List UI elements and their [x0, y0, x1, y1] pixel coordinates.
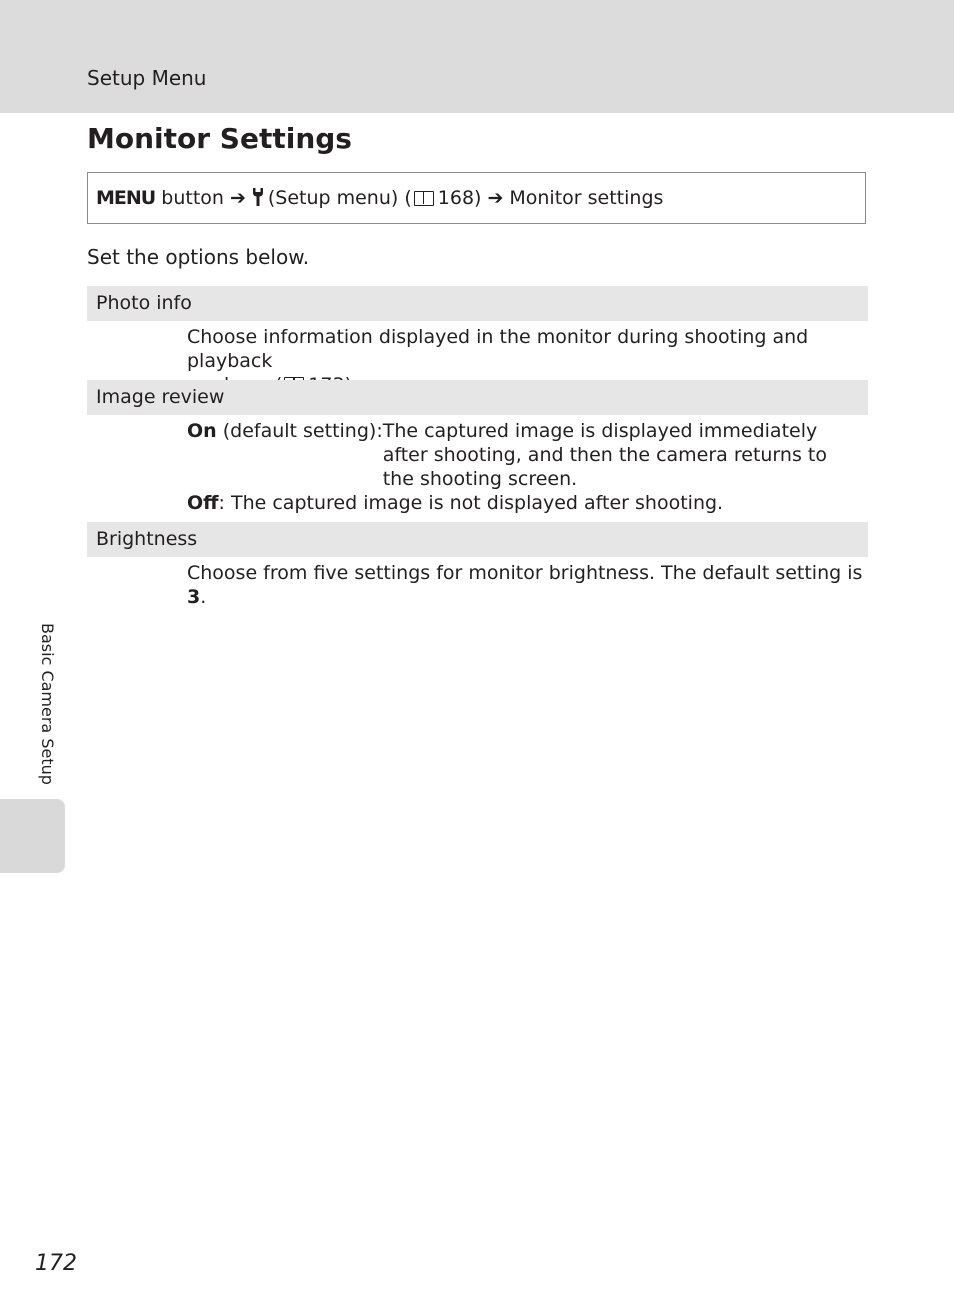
setting-on-text: The captured image is displayed immediately after shooting, and then the camera returns to the shooting screen. — [382, 420, 827, 490]
page-ref: 168) — [437, 187, 482, 209]
button-word: button — [161, 187, 224, 209]
section-label: Setup Menu — [87, 66, 207, 90]
arrow-icon: ➔ — [487, 187, 504, 209]
setting-on-row: On (default setting): The captured image is displayed immediately after shooting, and then the camera returns to the shooting screen. — [187, 419, 847, 491]
intro-text: Set the options below. — [87, 245, 310, 269]
wrench-icon — [252, 187, 264, 209]
menu-button-icon: MENU — [96, 187, 156, 209]
page-number: 172 — [35, 1251, 77, 1276]
setting-off-row — [187, 491, 847, 515]
side-tab-label: Basic Camera Setup — [38, 623, 57, 785]
option-description-image-review — [187, 419, 847, 515]
option-heading-brightness: Brightness — [87, 522, 868, 557]
option-heading-image-review: Image review — [87, 380, 868, 415]
setting-off-text: : The captured image is not displayed after shooting. — [218, 492, 724, 514]
default-value: 3 — [187, 586, 201, 608]
book-reference-icon — [414, 191, 434, 206]
chapter-tab — [0, 799, 65, 873]
option-heading-photo-info: Photo info — [87, 286, 868, 321]
option-description-brightness: Choose from five settings for monitor brightness. The default setting is 3. — [187, 562, 863, 608]
arrow-icon: ➔ — [229, 187, 246, 209]
setting-on-label: On — [187, 420, 217, 442]
destination-label: Monitor settings — [509, 187, 664, 209]
setting-off-label: Off — [187, 492, 219, 514]
description-line: Choose information displayed in the monitor during shooting and playback — [187, 326, 809, 372]
setup-menu-label: (Setup menu) ( — [267, 187, 412, 209]
header-band — [0, 0, 954, 113]
page-title: Monitor Settings — [87, 122, 352, 155]
menu-navigation-path — [87, 172, 866, 224]
